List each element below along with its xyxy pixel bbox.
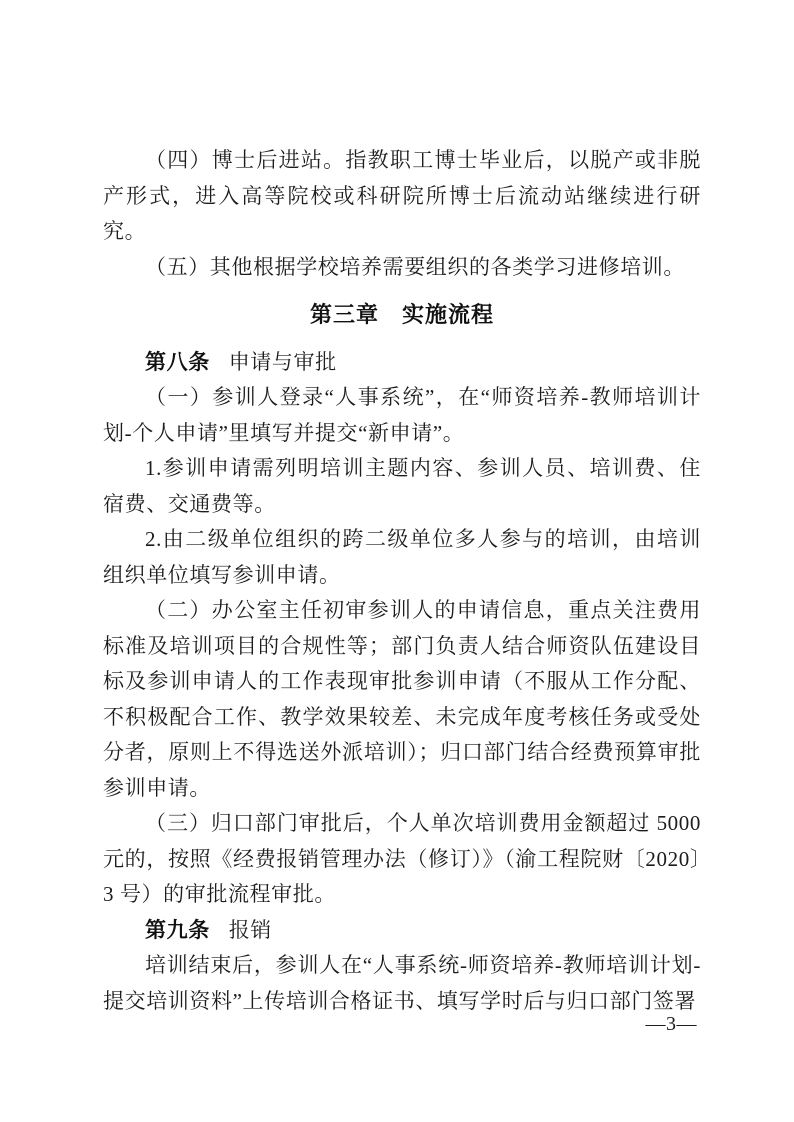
paragraph-subclause-1: 1.参训申请需列明培训主题内容、参训人员、培训费、住宿费、交通费等。 [103, 456, 701, 516]
paragraph-clause-3: （三）归口部门审批后，个人单次培训费用金额超过 5000 元的，按照《经费报销管理办法（修订）》（渝工程院财〔2020〕3 号）的审批流程审批。 [103, 811, 701, 906]
paragraph-clause-2: （二）办公室主任初审参训人的申请信息，重点关注费用标准及培训项目的合规性等；部门负责人结合师资队伍建设目标及参训申请人的工作表现审批参训申请（不服从工作分配、不积极配合工作、教学效果较差、未完成年度考核任务或受处分者，原则上不得选送外派培训）；归口部门结合经费预算审批参训申请。 [103, 598, 701, 800]
paragraph-item-5: （五）其他根据学校培养需要组织的各类学习进修培训。 [145, 254, 685, 279]
article-8-title: 申请与审批 [228, 349, 337, 374]
document-content [103, 143, 701, 1019]
article-9-heading [103, 913, 701, 949]
paragraph-reimbursement: 培训结束后，参训人在“人事系统-师资培养-教师培训计划-提交培训资料”上传培训合格证书、填写学时后与归口部门签署 [103, 953, 701, 1013]
article-8-heading [103, 345, 701, 381]
paragraph-item-4: （四）博士后进站。指教职工博士毕业后，以脱产或非脱产形式，进入高等院校或科研院所博士后流动站继续进行研究。 [103, 148, 701, 243]
chapter-heading: 第三章 实施流程 [309, 302, 494, 327]
paragraph-subclause-2: 2.由二级单位组织的跨二级单位多人参与的培训，由培训组织单位填写参训申请。 [103, 527, 701, 587]
article-8-number: 第八条 [145, 350, 210, 374]
paragraph-clause-1: （一）参训人登录“人事系统”，在“师资培养-教师培训计划-个人申请”里填写并提交“新申请”。 [103, 385, 701, 445]
page-number: —3— [645, 1013, 697, 1035]
article-9-number: 第九条 [145, 918, 210, 942]
article-9-title: 报销 [228, 917, 272, 942]
